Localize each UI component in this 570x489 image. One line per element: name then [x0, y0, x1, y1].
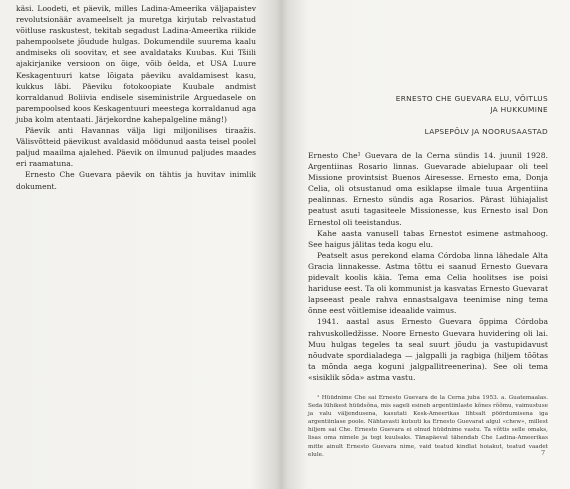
footnote — [308, 394, 548, 459]
right-page — [282, 0, 570, 489]
left-page — [0, 0, 280, 489]
paragraph: Ernesto Che¹ Guevara de la Cerna sündis 14. juunil 1928. Argentiinas Rosario linnas. Guevarade abielupaar oli teel Missione provintsist Buenos Airesesse. Ernesto ema, Donja Celia, oli otsustanud oma esiklapse ilmale tuua Argentiina pealinnas. Ernesto sündis aga Rosarios. Pärast lühiajalist peatust asuti tagasiteele Missionesse, kus Ernesto isal Don Ernestol oli teeistandus. — [308, 151, 548, 227]
left-page-text — [16, 3, 256, 192]
footnote-text: ¹ Hüüdnime Che sai Ernesto Guevara de la Cerna juba 1953. a. Guatemaalas. Seda lühikest hüüdsõna, mis sageli esineb argentiinlaste kõnes rõõmu, vaimustuse ja valu väljendusena, kasutati Kesk-Ameerikas lihtsalt pöördumisena iga argentiinlase poole. Nähtavasti kutsuti ka Ernesto Guevarat algul «chew», millest hiljem sai Che. Ernesto Guevara ei olnud hüüdnime vastu. Ta võttis selle omaks, lisas oma nimele ja tegi kuulsaks. Tänapäeval tähendab Che Ladina-Ameerikas mitte ainult Ernesto Guevara nime, vaid teatud kindlat hoiakut, teatud vaadet elule. — [308, 395, 548, 458]
paragraph: Peatselt asus perekond elama Córdoba linna lähedale Alta Gracia linnakesse. Astma tõttu ei saanud Ernesto Guevara pidevalt koolis käia. Tema ema Celia hoolitses ise poisi hariduse eest. Ta oli kommunist ja kasvatas Ernesto Guevarat lapseeast peale rahva ennastsalgava teenimise ning tema õnne eest võitlemise ideaalide vaimus. — [308, 250, 548, 316]
section-heading: LAPSEPÕLV JA NOORUSAASTAD — [424, 127, 548, 136]
paragraph: käsi. Loodeti, et päevik, milles Ladina-Ameerika väljapaistev revolutsionäär avameelselt ja muretga kirjutab relvastatud võitluse raskustest, tekitab segadust Ladina-Ameerika riikide pahempoolsete jõudude hulgas. Dokumendile suurema kaalu andmiseks oli soovitav, et see avaldataks Kuubas. Kui Tšiili ajakirjanike versioon on õige, võib öelda, et USA Luure Keskagentuuri katse lõigata päeviku avaldamisest kasu, kukkus läbi. Päeviku fotokoopiate Kuubale andmist korraldanud Boliivia endisele siseministrile Arguedasele on parempoolsed koos Keskagentuuri meestega korraldanud aga juba kolm atentaati. Järjekordne kahepalgeline mäng!) — [16, 4, 256, 124]
paragraph: 1941. aastal asus Ernesto Guevara õppima Córdoba rahvuskolledžisse. Noore Ernesto Guevara huvidering oli lai. Muu hulgas tegeles ta seal suurt jõudu ja vastupidavust nõudvate spordialadega — jalgpalli ja ragbiga (hiljem tõõtas ta mõnda aega koguni jalgpallitreenerina). See oli tema «sisiklik sõda» astma vastu. — [308, 317, 548, 382]
right-page-text — [308, 150, 548, 383]
paragraph: Ernesto Che Guevara päevik on tähtis ja huvitav inimlik dokument. — [16, 170, 256, 191]
chapter-title-line: ERNESTO CHE GUEVARA ELU, VÕITLUS — [395, 94, 548, 103]
chapter-title-line: JA HUKKUMINE — [490, 105, 548, 114]
paragraph: Kahe aasta vanusell tabas Ernestot esimene astmahoog. See haigus jälitas teda kogu elu. — [308, 228, 548, 249]
paragraph: Päevik anti Havannas välja ligi miljonilises tiraažis. Välisvõtteid päevikust avaldasid möödunud aasta teisel poolel paljud maailma ajalehed. Päevik on ilmunud paljudes maades eri raamatuna. — [16, 126, 256, 169]
chapter-title — [308, 93, 548, 115]
page-number: 7 — [541, 449, 546, 457]
